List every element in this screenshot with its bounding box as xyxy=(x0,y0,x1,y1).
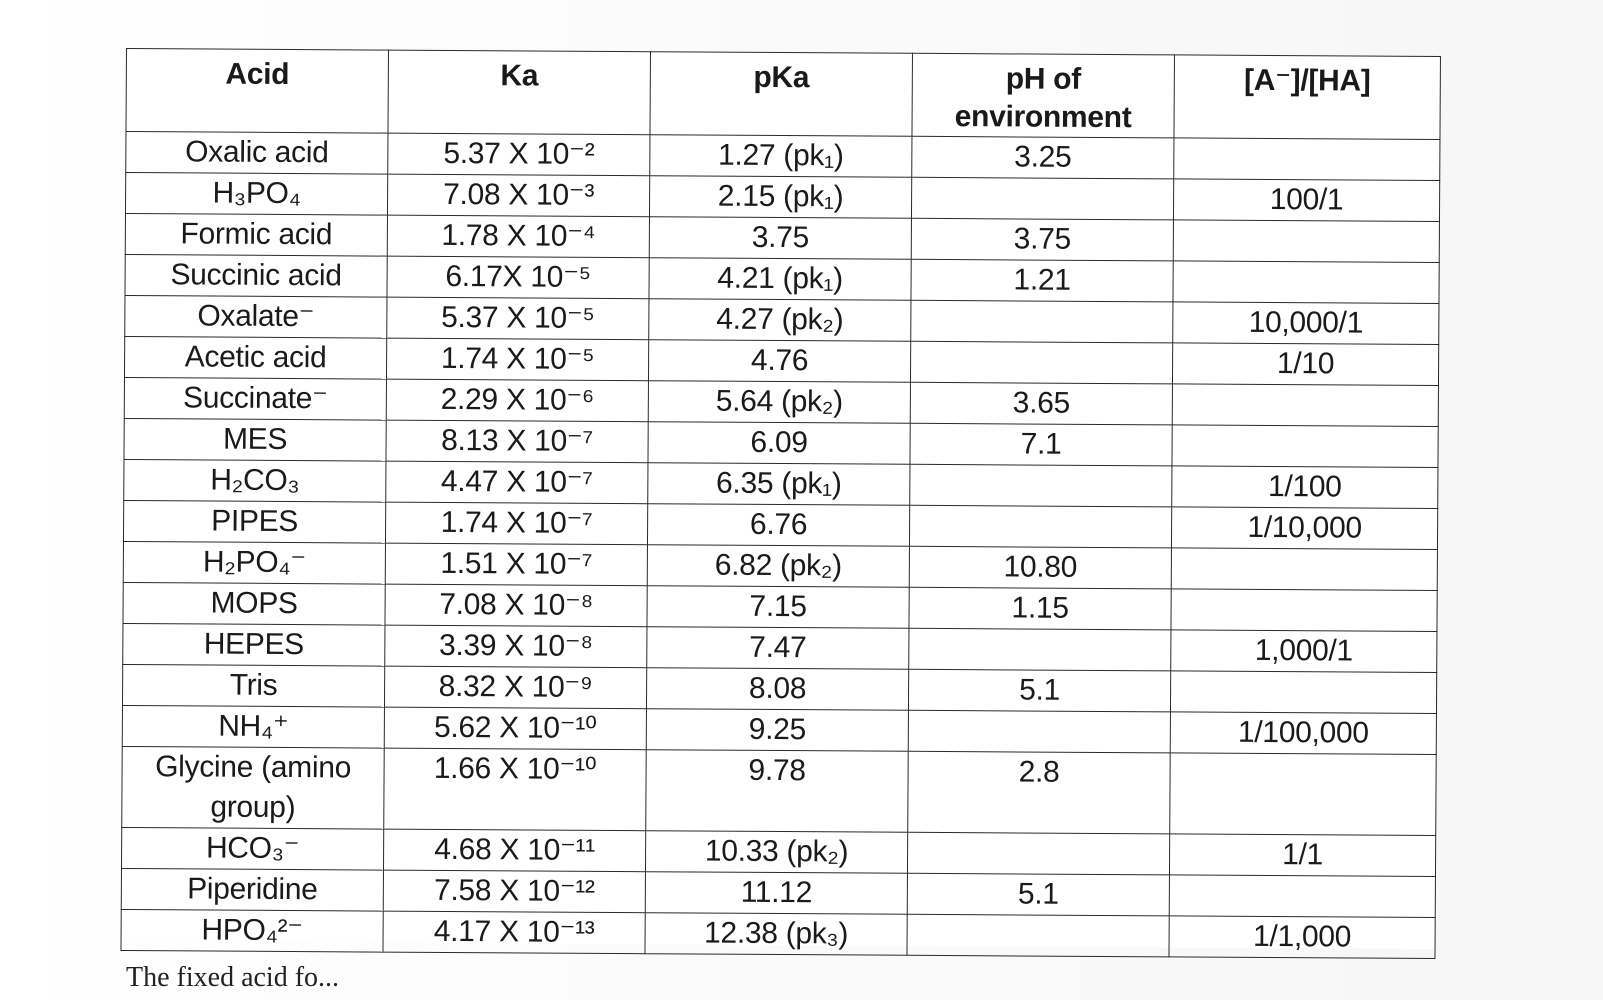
cell-pka-value: 4.21 (pk₁) xyxy=(717,261,843,296)
cell-ratio-value xyxy=(1174,220,1439,262)
cell-pka-value: 9.78 xyxy=(748,753,806,788)
header-pka: pKa xyxy=(650,52,913,137)
cell-ratio xyxy=(1171,507,1437,550)
cell-ratio xyxy=(1172,466,1438,509)
cell-pka xyxy=(647,586,909,629)
cell-pka xyxy=(649,217,911,260)
cell-pka xyxy=(649,258,911,301)
cell-ka-value: 1.51 X 10⁻⁷ xyxy=(440,546,593,581)
cell-ka-value: 8.32 X 10⁻⁹ xyxy=(438,669,593,704)
table-body xyxy=(121,132,1440,959)
cell-ph xyxy=(907,873,1169,916)
cell-ratio xyxy=(1171,589,1437,632)
cell-ph xyxy=(911,218,1173,261)
cell-pka-value: 8.08 xyxy=(748,671,807,706)
cell-ph xyxy=(911,300,1173,343)
cell-pka-value: 5.64 (pk₂) xyxy=(715,384,843,419)
cell-pka xyxy=(647,627,909,670)
cell-ka xyxy=(383,829,645,872)
cell-pka xyxy=(646,709,908,752)
acid-name-line: H₃PO₄ xyxy=(212,176,301,211)
header-row xyxy=(126,49,1440,140)
cell-ratio-value xyxy=(1173,261,1438,303)
acid-name-line: Succinate⁻ xyxy=(182,381,328,416)
cell-ph-value xyxy=(910,506,1171,548)
acid-name-line: Succinic acid xyxy=(170,258,342,293)
cell-ph xyxy=(911,177,1173,220)
cell-ratio-value: 100/1 xyxy=(1269,182,1344,217)
cell-ratio xyxy=(1173,261,1439,304)
cell-ph xyxy=(910,423,1172,466)
cell-ratio-value: 10,000/1 xyxy=(1248,305,1364,340)
cell-pka-value: 3.75 xyxy=(751,220,810,255)
cell-ph-value xyxy=(909,711,1170,753)
cell-ka xyxy=(386,338,648,381)
cell-ph-value: 7.1 xyxy=(1020,427,1062,461)
cell-acid xyxy=(123,623,385,666)
cell-acid xyxy=(123,500,385,543)
cell-ratio xyxy=(1173,302,1439,345)
cell-ph-value: 3.65 xyxy=(1012,386,1071,420)
cell-acid xyxy=(124,459,386,502)
cell-ka-value: 5.62 X 10⁻¹⁰ xyxy=(433,710,597,745)
cell-pka xyxy=(649,299,911,342)
cell-pka xyxy=(645,831,907,874)
acid-name-line: HEPES xyxy=(203,627,305,662)
cell-ph xyxy=(911,259,1173,302)
cell-ka xyxy=(386,420,648,463)
header-acid: Acid xyxy=(126,49,389,134)
cell-ka-value: 1.74 X 10⁻⁷ xyxy=(440,505,593,540)
cell-ka xyxy=(384,666,646,709)
cell-ka-value: 7.58 X 10⁻¹² xyxy=(433,873,595,908)
cell-pka-value: 2.15 (pk₁) xyxy=(717,179,844,214)
cell-ph xyxy=(909,505,1171,548)
cell-ratio-value: 1/1 xyxy=(1282,838,1324,872)
cell-ka xyxy=(386,461,648,504)
cell-ratio xyxy=(1172,343,1438,386)
cell-pka-value: 7.47 xyxy=(749,630,807,665)
cell-acid xyxy=(123,582,385,625)
cell-ph-value: 10.80 xyxy=(1003,550,1078,584)
acid-name-line: Oxalate⁻ xyxy=(197,299,315,334)
cell-pka-value: 4.27 (pk₂) xyxy=(716,302,844,337)
cell-ph-value xyxy=(909,629,1170,671)
cell-pka xyxy=(648,381,910,424)
cell-ka-value: 7.08 X 10⁻⁸ xyxy=(439,587,594,622)
cell-ratio xyxy=(1169,834,1435,877)
cell-ka xyxy=(385,625,647,668)
cell-ka xyxy=(385,502,647,545)
cell-ka-value: 7.08 X 10⁻³ xyxy=(443,177,595,212)
cell-ph xyxy=(907,914,1169,957)
cell-acid xyxy=(122,664,384,707)
cell-acid xyxy=(121,827,383,870)
cell-ka xyxy=(388,133,650,176)
acid-name-line: H₂CO₃ xyxy=(210,463,300,498)
cell-ph-value xyxy=(911,342,1172,384)
cell-ph xyxy=(908,669,1170,712)
table-row xyxy=(122,746,1436,835)
cell-acid xyxy=(125,254,387,297)
cell-ratio xyxy=(1171,630,1437,673)
cell-pka-value: 11.12 xyxy=(740,875,813,910)
cell-ratio xyxy=(1173,220,1439,263)
cell-ph-value: 2.8 xyxy=(1018,755,1060,789)
cell-ka-value: 5.37 X 10⁻² xyxy=(443,136,595,171)
cell-ka-value: 8.13 X 10⁻⁷ xyxy=(441,423,594,458)
cell-ratio xyxy=(1170,712,1436,755)
cell-pka-value: 6.09 xyxy=(750,425,808,460)
cell-ph xyxy=(909,628,1171,671)
cell-ka xyxy=(384,707,646,750)
cell-pka xyxy=(647,504,909,547)
cell-acid xyxy=(126,132,388,175)
cell-pka xyxy=(648,463,910,506)
cell-ph-value xyxy=(908,833,1169,875)
cell-ratio xyxy=(1170,671,1436,714)
cell-pka-value: 6.82 (pk₂) xyxy=(714,548,842,583)
table-row xyxy=(125,213,1439,262)
acid-name-line: MOPS xyxy=(210,586,298,621)
acid-table-container xyxy=(121,48,1440,954)
cell-ratio-value xyxy=(1171,671,1436,713)
table-row xyxy=(124,377,1438,426)
cell-acid xyxy=(125,173,387,216)
cell-pka xyxy=(648,340,910,383)
cell-ph-value xyxy=(907,915,1168,957)
cell-ratio-value xyxy=(1170,753,1435,795)
cell-pka xyxy=(645,872,907,915)
cell-ratio-value: 1/10,000 xyxy=(1247,510,1362,545)
cell-ph xyxy=(910,382,1172,425)
cell-ka-value: 4.17 X 10⁻¹³ xyxy=(433,914,595,949)
cell-pka-value: 6.35 (pk₁) xyxy=(715,466,842,501)
cell-ka-value: 4.47 X 10⁻⁷ xyxy=(440,464,593,499)
cell-ka-value: 6.17X 10⁻⁵ xyxy=(445,259,591,294)
cell-acid xyxy=(121,868,383,911)
cell-ka xyxy=(385,543,647,586)
cell-ratio-value xyxy=(1171,589,1436,631)
cell-ph xyxy=(909,546,1171,589)
cell-ratio xyxy=(1174,138,1440,181)
acid-name-line: Tris xyxy=(229,668,278,702)
acid-name-line: H₂PO₄⁻ xyxy=(202,545,306,580)
cell-pka-value: 9.25 xyxy=(748,712,807,747)
cell-ph-value: 5.1 xyxy=(1017,877,1059,911)
cell-acid xyxy=(122,705,384,748)
cell-pka-value: 6.76 xyxy=(749,507,808,542)
cell-acid xyxy=(124,418,386,461)
cell-ka xyxy=(384,748,646,831)
cell-ratio-value xyxy=(1170,875,1435,917)
cell-ratio-value: 1/10 xyxy=(1276,347,1335,381)
acid-name-line: Piperidine xyxy=(187,872,318,907)
cell-ka xyxy=(385,584,647,627)
table-row xyxy=(124,336,1438,385)
cell-ph xyxy=(912,136,1174,179)
cell-ratio-value: 1/1,000 xyxy=(1252,919,1352,954)
cell-ratio-value xyxy=(1174,138,1439,180)
acid-name-line: Oxalic acid xyxy=(185,135,329,170)
cell-acid xyxy=(124,377,386,420)
cell-ratio-value: 1,000/1 xyxy=(1254,633,1353,668)
cell-ka-value: 5.37 X 10⁻⁵ xyxy=(441,300,595,335)
cell-pka xyxy=(645,913,907,956)
cell-ph xyxy=(909,587,1171,630)
cell-ratio xyxy=(1169,875,1435,918)
cell-ph-value xyxy=(911,301,1172,343)
cell-ph-value: 5.1 xyxy=(1019,673,1061,707)
cell-ratio xyxy=(1169,916,1435,959)
cell-ph xyxy=(910,464,1172,507)
cell-pka xyxy=(647,545,909,588)
cell-ratio xyxy=(1170,753,1436,836)
cell-ph-value: 3.75 xyxy=(1013,222,1072,256)
cell-ka-value: 2.29 X 10⁻⁶ xyxy=(440,382,595,417)
cell-pka xyxy=(646,750,908,833)
cell-ph xyxy=(907,832,1169,875)
cell-ka xyxy=(387,256,649,299)
cell-ph-value xyxy=(910,465,1171,507)
cell-ratio-value xyxy=(1172,425,1437,467)
cell-ratio xyxy=(1173,179,1439,222)
table-row xyxy=(121,909,1435,958)
cell-ph xyxy=(908,710,1170,753)
cell-ka-value: 1.66 X 10⁻¹⁰ xyxy=(433,751,597,786)
cell-ka-value: 3.39 X 10⁻⁸ xyxy=(438,628,593,663)
acid-name-line: Acetic acid xyxy=(184,340,327,375)
cell-ph xyxy=(910,341,1172,384)
cell-pka xyxy=(650,135,912,178)
header-ratio: [A⁻]/[HA] xyxy=(1174,55,1441,140)
acid-name-line: PIPES xyxy=(211,504,299,539)
cell-ph-value: 3.25 xyxy=(1014,140,1072,174)
cell-pka-value: 4.76 xyxy=(750,343,809,378)
acid-name-line: NH₄⁺ xyxy=(218,709,289,744)
cell-ph-value xyxy=(912,178,1173,220)
cell-ratio-value: 1/100,000 xyxy=(1237,715,1369,750)
cell-ratio-value: 1/100 xyxy=(1267,469,1342,504)
cell-pka-value: 12.38 (pk₃) xyxy=(704,916,849,951)
cell-ratio xyxy=(1171,548,1437,591)
cell-ratio-value xyxy=(1172,548,1437,590)
cell-ka xyxy=(387,215,649,258)
header-ka: Ka xyxy=(388,50,651,135)
cell-acid xyxy=(124,336,386,379)
cell-ratio xyxy=(1172,425,1438,468)
acid-name-line: MES xyxy=(222,422,288,456)
cell-ka-value: 1.74 X 10⁻⁵ xyxy=(440,341,595,376)
cell-acid xyxy=(125,213,387,256)
cell-pka xyxy=(648,422,910,465)
cell-pka-value: 10.33 (pk₂) xyxy=(704,834,849,869)
cell-ka-value: 4.68 X 10⁻¹¹ xyxy=(434,832,596,867)
cell-ph xyxy=(908,751,1170,834)
acid-name-line: HCO₃⁻ xyxy=(205,831,300,866)
cell-ka xyxy=(387,174,649,217)
acid-name-line: Glycine (amino xyxy=(155,750,352,785)
acid-name-line: Formic acid xyxy=(180,217,333,252)
cell-pka-value: 1.27 (pk₁) xyxy=(717,138,844,173)
cell-ka xyxy=(387,297,649,340)
header-ph: pH of environment xyxy=(912,53,1175,138)
cell-ratio xyxy=(1172,384,1438,427)
cell-acid xyxy=(121,909,383,952)
table-row xyxy=(126,132,1440,181)
acid-name-line: group) xyxy=(210,790,296,825)
cell-pka-value: 7.15 xyxy=(749,589,807,624)
cell-ph-value: 1.21 xyxy=(1013,263,1071,297)
cell-ka xyxy=(386,379,648,422)
cell-ka xyxy=(383,911,645,954)
cell-ka xyxy=(383,870,645,913)
cell-ratio-value xyxy=(1173,384,1438,426)
footer-text: The fixed acid fo... xyxy=(126,962,340,993)
acid-table xyxy=(120,48,1440,959)
cell-acid xyxy=(123,541,385,584)
table-row xyxy=(125,254,1439,303)
cell-pka xyxy=(646,668,908,711)
cell-acid xyxy=(125,295,387,338)
cell-ph-value: 1.15 xyxy=(1011,591,1069,625)
cell-acid xyxy=(122,746,384,829)
acid-name-line: HPO₄²⁻ xyxy=(201,913,303,948)
cell-ka-value: 1.78 X 10⁻⁴ xyxy=(441,218,596,253)
cell-pka xyxy=(649,176,911,219)
